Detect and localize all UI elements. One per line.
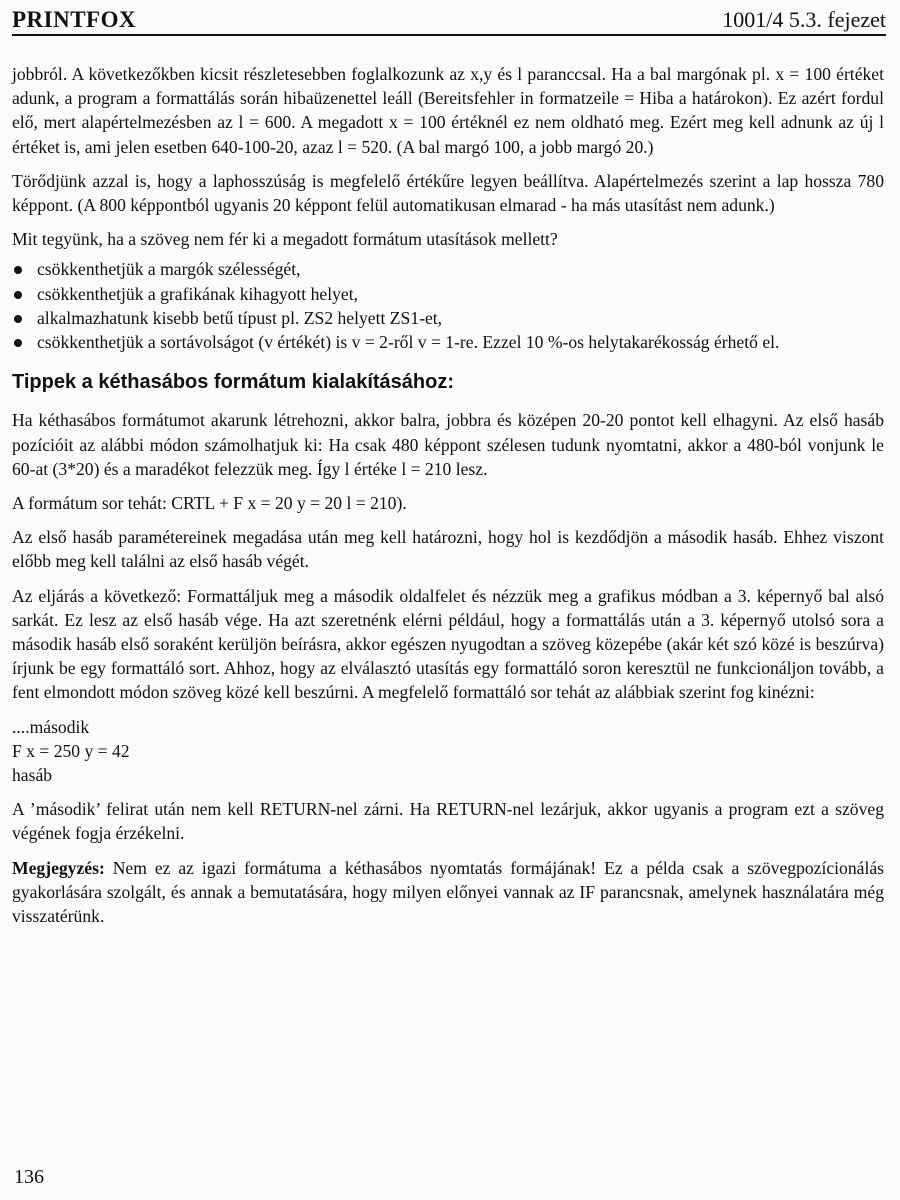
- code-line: hasáb: [12, 765, 53, 786]
- format-line-example: [12, 715, 884, 788]
- paragraph-procedure: Az eljárás a következő: Formattáljuk meg a második oldalfelet és nézzük meg a grafikus módban a 3. képernyő bal alsó sarkát. Ez lesz az első hasáb vége. Ha azt szeretnénk elérni például, hogy a formattálás után a 3. képernyő utolsó sora a második hasáb első soraként kerüljön beírásra, akkor egészen nyugodtan a szöveg közepébe (akár két szó közé is beszúrva) írjunk be egy formattáló sort. Ahhoz, hogy az elválasztó utasítás egy formattáló soron keresztül ne funkcionáljon tovább, a fent elmondott módon szöveg közé kell beszúrni. A megfelelő formattáló sor tehát az alábbiak szerint fog kinézni:: [12, 585, 884, 703]
- list-item: csökkenthetjük a grafikának kihagyott helyet,: [12, 282, 884, 306]
- note-paragraph: [12, 856, 884, 929]
- code-line: ....második: [12, 716, 90, 737]
- book-title: PRINTFOX: [12, 7, 137, 32]
- page-body: [12, 62, 884, 938]
- paragraph-margins: jobbról. A következőkben kicsit részletesebben foglalkozunk az x,y és l paranccsal. Ha a bal margónak pl. x = 100 értéket adunk, a program a formattálás során hibaüzenettel leáll (Bereitsfehler in formatzeile = Hiba a határokon). Ez azért fordul elő, mert alapértelmezésben az l = 600. A megadott x = 100 értéknél ez nem oldható meg. Ezért meg kell adnunk az új l értéket is, ami jelen esetben 640-100-20, azaz l = 520. (A bal margó 100, a jobb margó 20.): [12, 64, 884, 157]
- note-text: Nem ez az igazi formátuma a kéthasábos nyomtatás formájának! Ez a példa csak a szövegpozícionálás gyakorlására szolgált, és annak a bemutatására, hogy milyen előnyei vannak az IF parancsnak, amelynek használatára még visszatérünk.: [12, 857, 884, 927]
- page-number: 136: [14, 1166, 44, 1188]
- paragraph-page-length: Törődjünk azzal is, hogy a laphosszúság is megfelelő értékűre legyen beállítva. Alapértelmezés szerint a lap hossza 780 képpont. (A 800 képpontból ugyanis 20 képpont felül automatikusan elmarad - ha más utasítást nem adunk.): [12, 170, 884, 216]
- tips-list: [12, 257, 884, 354]
- paragraph-return-note: A ’második’ felirat után nem kell RETURN-nel zárni. Ha RETURN-nel lezárjuk, akkor ugyanis a program ezt a szöveg végének fogja érzékelni.: [12, 799, 884, 844]
- section-heading: Tippek a kéthasábos formátum kialakításához:: [12, 371, 455, 394]
- paragraph-two-column-intro: Ha kéthasábos formátumot akarunk létrehozni, akkor balra, jobbra és középen 20-20 pontot kell elhagyni. Az első hasáb pozícióit az alábbi módon számolhatjuk ki: Ha csak 480 képpont szélesen tudunk nyomtatni, akkor a 480-ból vonjunk le 60-at (3*20) és a maradékot felezzük meg. Így l értéke l = 210 lesz.: [12, 410, 884, 479]
- section-reference: 1001/4 5.3. fejezet: [722, 7, 886, 32]
- paragraph-second-column: Az első hasáb paramétereinek megadása után meg kell határozni, hogy hol is kezdődjön a második hasáb. Ehhez viszont előbb meg kell találni az első hasáb végét.: [12, 527, 884, 572]
- list-item: csökkenthetjük a sortávolságot (v értékét) is v = 2-ről v = 1-re. Ezzel 10 %-os helytakarékosság érhető el.: [12, 330, 884, 354]
- code-line: F x = 250 y = 42: [12, 740, 130, 761]
- note-label: Megjegyzés:: [12, 857, 105, 878]
- paragraph-question: Mit tegyünk, ha a szöveg nem fér ki a megadott formátum utasítások mellett?: [12, 229, 558, 250]
- paragraph-format-line: A formátum sor tehát: CRTL + F x = 20 y = 20 l = 210).: [12, 493, 407, 514]
- list-item: csökkenthetjük a margók szélességét,: [12, 257, 884, 281]
- page-header: [12, 4, 886, 36]
- list-item: alkalmazhatunk kisebb betű típust pl. ZS2 helyett ZS1-et,: [12, 306, 884, 330]
